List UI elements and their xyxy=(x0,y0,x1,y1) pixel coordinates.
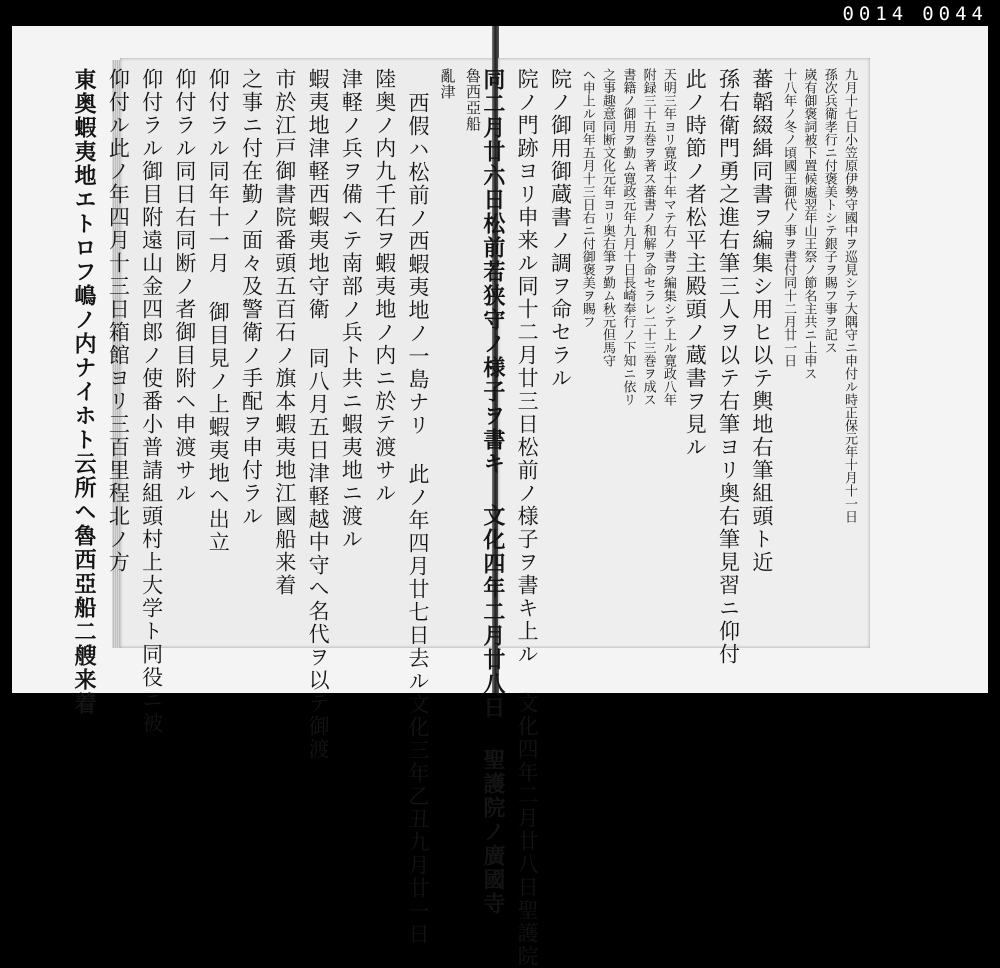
frame-number-a: 0014 xyxy=(842,3,909,25)
right-page-column: 同二月廿六日松前若狭守ノ様子ヲ書キ 文化四年二月廿八日 聖護院ノ廣國寺 xyxy=(479,68,506,916)
right-page-column: 之事趣意同断文化元年ヨリ奥右筆ヲ勤ム秋元但馬守 xyxy=(600,68,616,367)
left-page-column: 仰付ラル同年十一月 御目見ノ上蝦夷地ヘ出立 xyxy=(206,68,231,554)
right-page-column: ヘ申上ル同年五月十三日右ニ付御褒美ヲ賜フ xyxy=(579,68,595,328)
right-page-column: 院ノ御用御蔵書ノ調ヲ命セラル xyxy=(548,68,573,390)
left-page-text xyxy=(71,68,482,946)
right-page-column: 書籍ノ御用ヲ勤ム寛政元年九月十日長崎奉行ノ下知ニ依リ xyxy=(620,68,636,406)
right-page-column: 孫次兵衛孝行ニ付褒美トシテ銀子ヲ賜フ事ヲ記ス xyxy=(821,68,837,354)
right-page-column: 院ノ門跡ヨリ申来ル同十二月廿三日松前ノ様子ヲ書キ上ル 文化四年二月廿八日聖護院 xyxy=(515,68,540,968)
right-page-column: 附録三十五巻ヲ著ス蕃書ノ和解ヲ命セラレ二十三巻ヲ成ス xyxy=(640,68,656,406)
left-page-column: 津軽ノ兵ヲ備ヘテ南部ノ兵ト共ニ蝦夷地ニ渡ル xyxy=(339,68,364,551)
right-page-column: 十八年ノ冬ノ頃國王御代ノ事ヲ書付同十二月廿一日 xyxy=(781,68,797,367)
right-page xyxy=(479,58,870,968)
right-page-column: 天明三年ヨリ寛政十年マテ右ノ書ヲ編集シテ上ル寛政八年 xyxy=(660,68,676,406)
left-page-column: 蝦夷地津軽西蝦夷地守衛 同八月五日津軽越中守へ名代ヲ以テ御渡 xyxy=(306,68,331,761)
right-page-column: 九月十七日小笠原伊勢守國中ヲ巡見シテ大隅守ニ申付ル時正保元年十月十一日 xyxy=(842,68,857,523)
heading-line-2: 亂津 xyxy=(438,68,457,100)
left-page-column: 東奥蝦夷地エトロフ嶋ノ内ナイホト云所ヘ魯西亞船二艘来着 xyxy=(71,68,98,716)
heading-line-1: 魯西亞船 xyxy=(464,68,482,132)
left-page-column: 西假ハ松前ノ西蝦夷地ノ一島ナリ 此ノ年四月廿七日去ル文化三年乙丑九月廿一日 xyxy=(406,92,430,946)
right-page-text xyxy=(479,68,857,968)
left-page-column: 仰付ラル同日右同断ノ者御目附ヘ申渡サル xyxy=(172,68,197,505)
frame-number-b: 0044 xyxy=(922,3,988,25)
left-page-column: 市於江戸御書院番頭五百石ノ旗本蝦夷地江國船来着 xyxy=(272,68,297,597)
left-page-column: 仰付ラル御目附遠山金四郎ノ使番小普請組頭村上大学ト同役ニ被 xyxy=(139,68,164,735)
right-page-column: 此ノ時節ノ者松平主殿頭ノ蔵書ヲ見ル xyxy=(683,68,708,459)
right-page-column: 嵗有御褒詞被下置候處翌年山王祭ノ節名主共ニ上申ス xyxy=(801,68,817,380)
left-page-column: 仰付ル此ノ年四月十三日箱館ヨリ三百里程北ノ方 xyxy=(106,68,131,574)
left-page-column: 陸奥ノ内九千石ヲ蝦夷地ノ内ニ於テ渡サル xyxy=(372,68,397,505)
frame-number xyxy=(828,3,988,25)
right-page-column: 孫右衛門勇之進右筆三人ヲ以テ右筆ヨリ奥右筆見習ニ仰付 xyxy=(716,68,741,666)
left-page-column: 之事ニ付在勤ノ面々及警衛ノ手配ヲ申付ラル xyxy=(239,68,264,528)
right-page-column: 蕃韜綴緝同書ヲ編集シ用ヒ以テ輿地右筆組頭ト近 xyxy=(749,68,774,574)
